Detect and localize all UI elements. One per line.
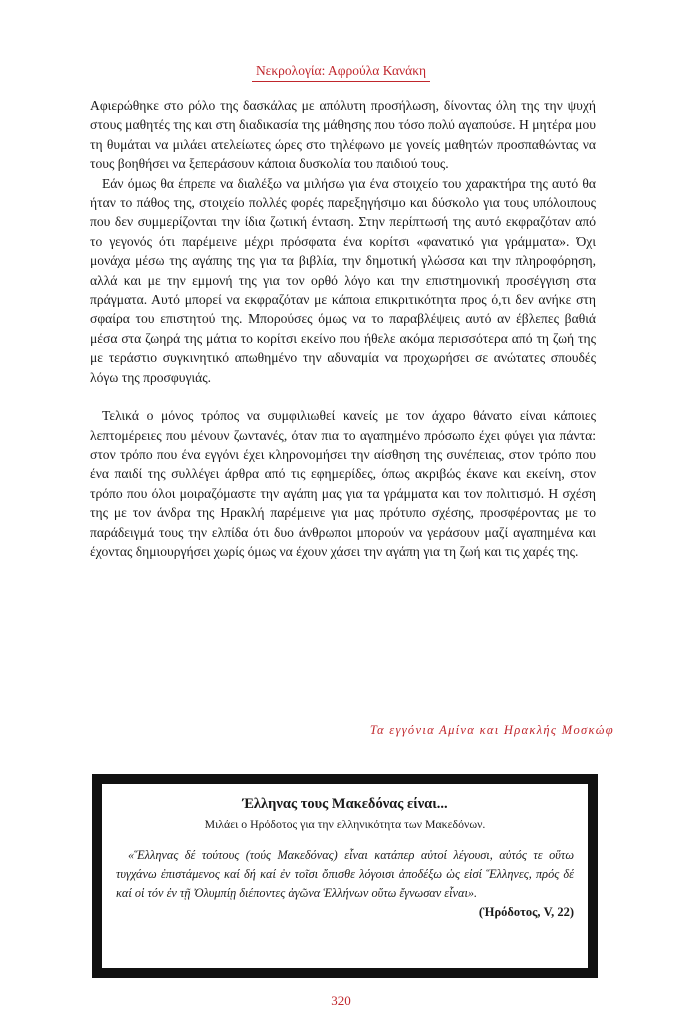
- box-title: Έλληνας τους Μακεδόνας είναι...: [242, 796, 448, 812]
- article-body: [90, 96, 596, 561]
- paragraph-2: Εάν όμως θα έπρεπε να διαλέξω να μιλήσω για ένα στοιχείο του χαρακτήρα της αυτό θα ήταν το πάθος της, στοιχείο πολλές φορές παρεξηγήσιμο και δύσκολο για τους υπόλοιπους που δεν συμμερίζονται την ίδια ζωτική ένταση. Στην περίπτωσή της αυτό εκφραζόταν από το γεγονός ότι παρέμεινε μέχρι πρόσφατα ένα κορίτσι «φανατικό για γράμματα». Όχι μονάχα μέσω της αγάπης της για τα βιβλία, την δημοτική γλώσσα και την πληροφόρηση, αλλά και με την εμμονή της για τον ορθό λόγο και την επιστημονική προσέγγιση στα πράγματα. Αυτό μπορεί να εκφραζόταν με κάποια επικριτικότητα προς ό,τι δεν ανήκε στη σφαίρα του επιστητού της. Μπορούσες όμως να το παραβλέψεις αυτό αν έβλεπες βαθιά μέσα στα ζωηρά της μάτια το κορίτσι εκείνο που ήθελε ακόμα περισσότερα από τη ζωή της με τεράστιο συγκινητικό απωθημένο την αδυναμία να προχωρήσει σε ανώτατες σπουδές λόγω της προσφυγιάς.: [90, 175, 596, 385]
- quote-box: [92, 774, 598, 978]
- quote-box-inner: [102, 784, 588, 968]
- header-title: Νεκρολογία: Αφρούλα Κανάκη: [252, 63, 430, 82]
- paragraph-1: Αφιερώθηκε στο ρόλο της δασκάλας με απόλυτη προσήλωση, δίνοντας όλη της την ψυχή στους μαθητές της και στη διαδικασία της μάθησης που τόσο πολύ αγαπούσε. Η μητέρα μου τη θυμάται να μιλάει ατελείωτες ώρες στο τηλέφωνο με γονείς μαθητών προσπαθώντας να τους βοηθήσει να ξεπεράσουν κάποια δυσκολία του παιδιού τους.: [90, 98, 596, 172]
- signature: Τα εγγόνια Αμίνα και Ηρακλής Μοσκώφ: [369, 723, 614, 737]
- box-subtitle: Μιλάει ο Ηρόδοτος για την ελληνικότητα των Μακεδόνων.: [204, 817, 486, 831]
- running-header: [0, 62, 682, 82]
- box-quote: «Ἕλληνας δέ τούτους (τούς Μακεδόνας) εἶναι κατάπερ αὐτοί λέγουσι, αὐτός τε οὕτω τυγχάνω ἐπιστάμενος καί δή καί ἐν τοῖσι ὄπισθε λόγοισι ἀποδέξω ὡς εἰσί Ἕλληνες, πρός δέ καί οἱ τόν ἐν τῇ Ὀλυμπίῃ διέποντες ἀγῶνα Ἑλλήνων οὕτω ἔγνωσαν εἶναι».: [116, 848, 574, 900]
- page-number: 320: [331, 993, 351, 1008]
- paragraph-3: Τελικά ο μόνος τρόπος να συμφιλιωθεί κανείς με τον άχαρο θάνατο είναι κάποιες λεπτομέρειες που μένουν ζωντανές, όταν πια το αγαπημένο πρόσωπο έχει φύγει για πάντα: στον τρόπο που ένα εγγόνι έχει κληρονομήσει την αίσθηση της συνέπειας, στον τρόπο που ένα παιδί της συλλέγει άρθρα από τις εφημερίδες, όπως ακριβώς έκανε και εκείνη, στον τρόπο που όλοι μοιραζόμαστε την αγάπη μας για τα γράμματα και τον πολιτισμό. Η σχέση της με τον άνδρα της Ηρακλή παρέμεινε για μας πρότυπο σχέσης, προσφέροντας με το παράδειγμά τους την ελπίδα ότι δυο άνθρωποι μπορούν να γεράσουν μαζί αγαπημένα και έχοντας δημιουργήσει χωρίς όμως να έχουν χάσει την αγάπη για τη ζωή και τις χαρές της.: [90, 408, 596, 559]
- box-source: (Ἡρόδοτος, V, 22): [478, 905, 574, 919]
